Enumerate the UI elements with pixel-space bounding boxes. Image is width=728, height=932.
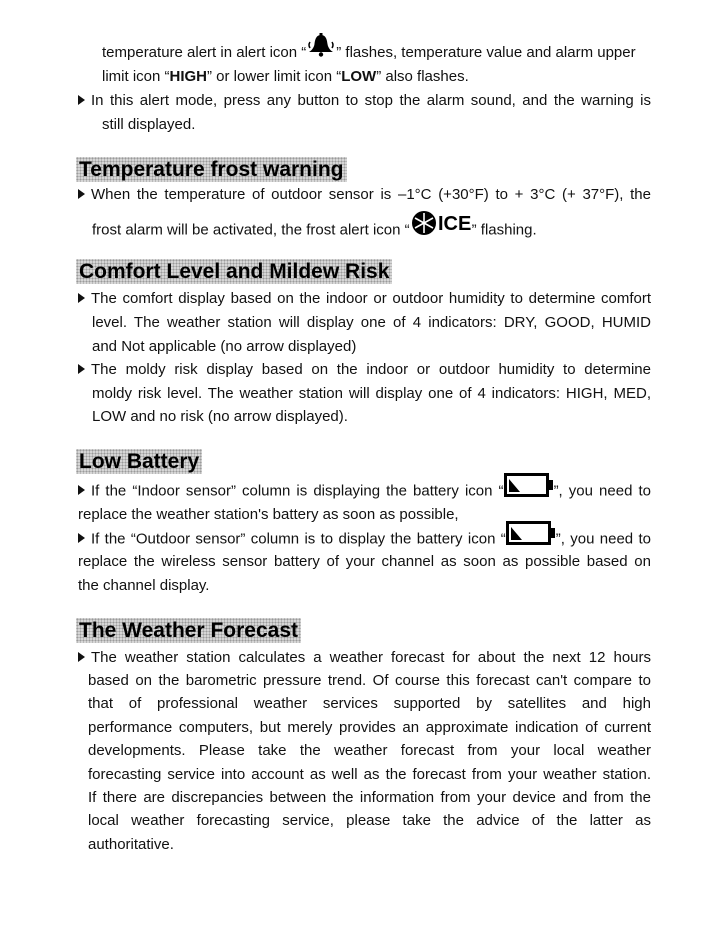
bullet-triangle-icon	[78, 95, 85, 105]
bullet-text: In this alert mode, press any button to stop the alarm sound, and the warning is	[91, 92, 651, 109]
comfort-text: The comfort display based on the indoor or outdoor humidity to determine comfort	[91, 290, 651, 307]
comfort-b1-line-3	[92, 338, 356, 356]
forecast-line	[88, 766, 651, 784]
forecast-line	[88, 742, 651, 760]
comfort-text: level. The weather station will display one of 4 indicators: DRY, GOOD, HUMID	[92, 314, 651, 331]
bullet-triangle-icon	[78, 189, 85, 199]
frost-line-1	[78, 186, 651, 204]
battery-b2-line-3	[78, 577, 209, 595]
intro-text: ” flashes, temperature value and alarm upper	[336, 44, 636, 61]
comfort-text: and Not applicable (no arrow displayed)	[92, 338, 357, 355]
battery-b2-line-1	[78, 529, 651, 550]
forecast-line	[78, 649, 651, 667]
bullet-triangle-icon	[78, 533, 85, 543]
frost-text: frost alarm will be activated, the frost alert icon “	[92, 221, 410, 239]
comfort-b1-line-1	[78, 290, 651, 308]
low-battery-icon	[506, 521, 556, 550]
forecast-text: that of professional weather services supported by satellites and high	[88, 695, 651, 712]
snowflake-ice-icon	[410, 208, 472, 243]
bullet-triangle-icon	[78, 293, 85, 303]
battery-text: the channel display.	[78, 577, 210, 594]
frost-text: When the temperature of outdoor sensor is –1°C (+30°F) to + 3°C (+ 37°F), the	[91, 186, 651, 203]
battery-text: ”, you need to	[555, 530, 651, 548]
high-label: HIGH	[169, 68, 208, 85]
intro-text: ” also flashes.	[376, 68, 469, 85]
comfort-b1-line-2	[92, 314, 651, 332]
intro-text: temperature alert in alert icon “	[102, 44, 307, 61]
forecast-line	[88, 695, 651, 713]
heading-frost-warning: Temperature frost warning	[76, 157, 347, 182]
battery-text: replace the wireless sensor battery of your channel as soon as possible based on	[78, 553, 651, 570]
forecast-line	[88, 672, 651, 690]
forecast-text: developments. Please take the weather forecast from your local weather	[88, 742, 651, 759]
comfort-text: The moldy risk display based on the indoor or outdoor humidity to determine	[91, 361, 651, 378]
intro-text: limit icon “	[102, 68, 170, 85]
battery-text: replace the weather station's battery as soon as possible,	[78, 506, 459, 523]
heading-weather-forecast: The Weather Forecast	[76, 618, 301, 643]
intro-bullet-line-1	[78, 92, 651, 110]
comfort-text: moldy risk level. The weather station will display one of 4 indicators: HIGH, MED,	[92, 385, 651, 402]
low-battery-icon	[504, 473, 554, 502]
forecast-text: forecasting service into account as well as the forecast from your weather station.	[88, 766, 651, 783]
intro-text: ” or lower limit icon “	[207, 68, 342, 85]
forecast-text: local weather forecasting service, please take the advice of the latter as	[88, 812, 651, 829]
comfort-b2-line-2	[92, 385, 651, 403]
comfort-b2-line-1	[78, 361, 651, 379]
battery-text: If the “Outdoor sensor” column is to display the battery icon “	[91, 530, 506, 548]
comfort-b2-line-3	[92, 408, 348, 426]
alarm-bell-icon	[306, 33, 336, 59]
bullet-triangle-icon	[78, 364, 85, 374]
forecast-line	[88, 812, 651, 830]
frost-line-2	[92, 213, 537, 243]
ice-label: ICE	[437, 213, 471, 235]
forecast-text: based on the barometric pressure trend. Of course this forecast can't compare to	[88, 672, 651, 689]
forecast-line	[88, 789, 651, 807]
battery-b2-line-2	[78, 553, 651, 571]
forecast-text: performance computers, but merely provides an approximate indication of current	[88, 719, 651, 736]
intro-line-2	[102, 68, 469, 86]
forecast-text: If there are discrepancies between the information from your device and from the	[88, 789, 651, 806]
comfort-text: LOW and no risk (no arrow displayed).	[92, 408, 348, 425]
battery-text: ”, you need to	[553, 482, 651, 500]
battery-b1-line-1	[78, 481, 651, 502]
battery-b1-line-2	[78, 506, 459, 524]
frost-text: ” flashing.	[471, 221, 537, 239]
forecast-text: The weather station calculates a weather forecast for about the next 12 hours	[91, 649, 651, 666]
forecast-line	[88, 836, 174, 854]
bullet-triangle-icon	[78, 652, 85, 662]
intro-bullet-line-2	[102, 116, 195, 134]
battery-text: If the “Indoor sensor” column is displaying the battery icon “	[91, 482, 504, 500]
forecast-line	[88, 719, 651, 737]
heading-low-battery: Low Battery	[76, 449, 202, 474]
heading-comfort-mildew: Comfort Level and Mildew Risk	[76, 259, 392, 284]
bullet-text: still displayed.	[102, 116, 196, 133]
low-label: LOW	[341, 68, 377, 85]
bullet-triangle-icon	[78, 485, 85, 495]
forecast-text: authoritative.	[88, 836, 174, 853]
intro-line-1	[102, 44, 636, 62]
